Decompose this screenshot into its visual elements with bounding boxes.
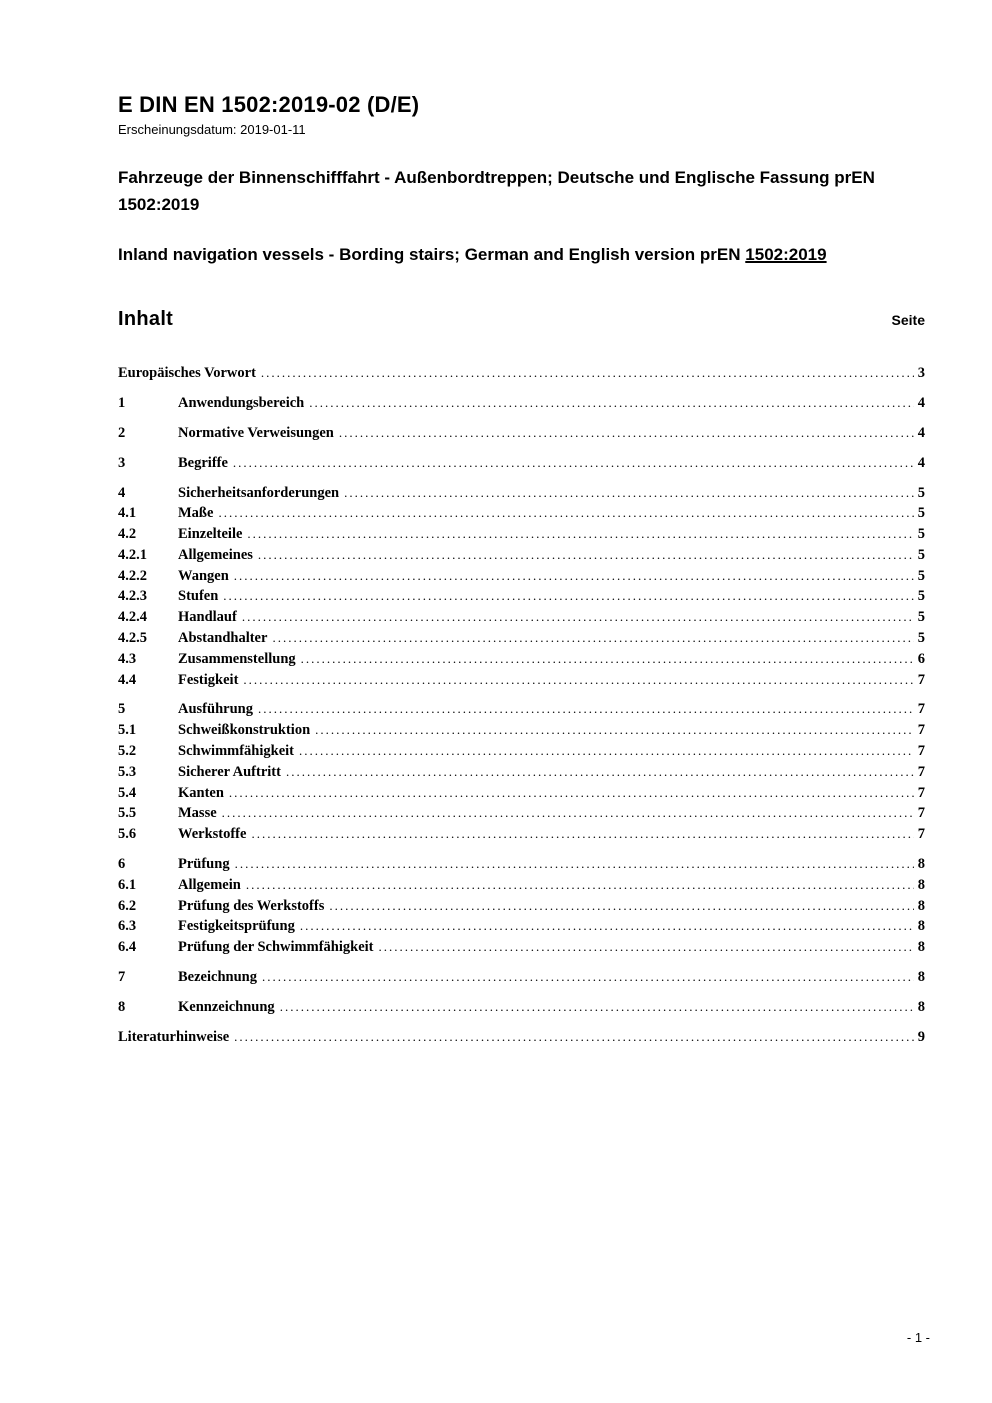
toc-entry-page: 7 — [917, 701, 925, 718]
toc-row — [118, 524, 925, 545]
toc-entry-label: Werkstoffe — [178, 826, 247, 843]
toc-row — [118, 607, 925, 628]
toc-dot-leader — [229, 783, 914, 804]
toc-entry-number: 4.2.2 — [118, 567, 147, 584]
toc-dot-leader — [222, 803, 914, 824]
toc-entry-label: Anwendungsbereich — [178, 395, 305, 412]
toc-entry-label: Literaturhinweise — [118, 1028, 230, 1045]
toc-dot-leader — [262, 967, 914, 988]
toc-entry-number: 5.2 — [118, 743, 137, 760]
toc-row — [118, 483, 925, 504]
toc-entry-label: Schwimmfähigkeit — [178, 743, 294, 760]
toc-dot-leader — [234, 566, 914, 587]
toc-entry-page: 4 — [917, 424, 925, 441]
toc-entry-label: Festigkeitsprüfung — [178, 918, 295, 935]
toc-entry-label: Festigkeit — [178, 671, 239, 688]
toc-entry-page: 7 — [917, 763, 925, 780]
toc-entry-label: Sicherheitsanforderungen — [178, 484, 340, 501]
toc-entry-label: Kanten — [178, 784, 224, 801]
toc-row — [118, 854, 925, 875]
toc-dot-leader — [339, 423, 914, 444]
toc-entry-number: 6.3 — [118, 918, 137, 935]
toc-row — [118, 453, 925, 474]
toc-entry-page: 7 — [917, 784, 925, 801]
toc-dot-leader — [242, 607, 914, 628]
toc-entry-page: 5 — [917, 567, 925, 584]
toc-header — [118, 308, 925, 331]
toc-dot-leader — [218, 503, 913, 524]
toc-entry-number: 4.3 — [118, 650, 137, 667]
toc-dot-leader — [233, 453, 914, 474]
toc-entry-page: 8 — [917, 876, 925, 893]
toc-entry-label: Kennzeichnung — [178, 998, 275, 1015]
toc-list — [118, 363, 925, 1047]
toc-page-column-label: Seite — [891, 312, 925, 329]
toc-dot-leader — [261, 363, 914, 384]
toc-row — [118, 875, 925, 896]
toc-dot-leader — [246, 875, 914, 896]
toc-row — [118, 937, 925, 958]
toc-entry-page: 7 — [917, 826, 925, 843]
toc-entry-label: Maße — [178, 505, 214, 522]
german-title-text: Fahrzeuge der Binnenschifffahrt - Außenbordtreppen; Deutsche und Englische Fassung prEN 1502:2019 — [118, 168, 875, 214]
toc-entry-page: 5 — [917, 484, 925, 501]
page-footer — [907, 1330, 930, 1345]
toc-entry-page: 5 — [917, 609, 925, 626]
toc-entry-number: 4 — [118, 484, 126, 501]
toc-row — [118, 393, 925, 414]
toc-entry-number: 5 — [118, 701, 126, 718]
toc-entry-page: 7 — [917, 805, 925, 822]
toc-entry-page: 8 — [917, 939, 925, 956]
toc-row — [118, 762, 925, 783]
toc-row — [118, 916, 925, 937]
toc-row — [118, 503, 925, 524]
toc-entry-label: Prüfung der Schwimmfähigkeit — [178, 939, 374, 956]
toc-dot-leader — [272, 628, 913, 649]
toc-entry-page: 9 — [917, 1028, 925, 1045]
toc-entry-page: 6 — [917, 650, 925, 667]
toc-row — [118, 363, 925, 384]
toc-entry-label: Sicherer Auftritt — [178, 763, 281, 780]
toc-entry-page: 8 — [917, 969, 925, 986]
page-number: - 1 - — [906, 1330, 930, 1345]
toc-entry-page: 8 — [917, 998, 925, 1015]
toc-entry-label: Stufen — [178, 588, 219, 605]
toc-row — [118, 824, 925, 845]
toc-row — [118, 1027, 925, 1048]
toc-entry-number: 1 — [118, 395, 126, 412]
toc-entry-page: 5 — [917, 588, 925, 605]
toc-entry-number: 4.4 — [118, 671, 137, 688]
doc-number-title: E DIN EN 1502:2019-02 (D/E) — [118, 92, 420, 117]
toc-dot-leader — [258, 545, 914, 566]
toc-entry-page: 4 — [917, 395, 925, 412]
toc-row — [118, 628, 925, 649]
toc-entry-number: 6.4 — [118, 939, 137, 956]
toc-entry-number: 5.6 — [118, 826, 137, 843]
toc-entry-label: Allgemein — [178, 876, 241, 893]
toc-row — [118, 566, 925, 587]
toc-entry-label: Abstandhalter — [178, 630, 268, 647]
toc-entry-label: Normative Verweisungen — [178, 424, 334, 441]
toc-row — [118, 896, 925, 917]
toc-entry-label: Europäisches Vorwort — [118, 365, 256, 382]
toc-entry-label: Begriffe — [178, 454, 228, 471]
toc-dot-leader — [235, 854, 914, 875]
toc-entry-label: Einzelteile — [178, 526, 243, 543]
document-title-german — [118, 165, 908, 218]
toc-dot-leader — [344, 483, 914, 504]
toc-entry-page: 5 — [917, 505, 925, 522]
toc-entry-label: Prüfung — [178, 856, 230, 873]
toc-row — [118, 997, 925, 1018]
toc-row — [118, 670, 925, 691]
toc-row — [118, 741, 925, 762]
toc-entry-page: 4 — [917, 454, 925, 471]
toc-entry-number: 3 — [118, 454, 126, 471]
toc-dot-leader — [300, 916, 914, 937]
toc-dot-leader — [315, 720, 914, 741]
toc-entry-number: 4.2.4 — [118, 609, 147, 626]
toc-entry-page: 8 — [917, 856, 925, 873]
toc-entry-page: 5 — [917, 546, 925, 563]
toc-entry-number: 6.1 — [118, 876, 137, 893]
toc-entry-page: 5 — [917, 630, 925, 647]
toc-dot-leader — [247, 524, 913, 545]
toc-row — [118, 720, 925, 741]
toc-entry-page: 8 — [917, 897, 925, 914]
toc-heading: Inhalt — [118, 308, 174, 331]
toc-dot-leader — [280, 997, 914, 1018]
toc-row — [118, 545, 925, 566]
toc-entry-number: 8 — [118, 998, 126, 1015]
toc-dot-leader — [286, 762, 914, 783]
toc-entry-number: 6 — [118, 856, 126, 873]
toc-entry-label: Masse — [178, 805, 217, 822]
toc-entry-number: 5.3 — [118, 763, 137, 780]
toc-entry-number: 4.2.3 — [118, 588, 147, 605]
toc-entry-label: Schweißkonstruktion — [178, 722, 311, 739]
toc-entry-page: 8 — [917, 918, 925, 935]
english-title-text: Inland navigation vessels - Bording stairs; German and English version prEN — [118, 244, 741, 264]
toc-dot-leader — [223, 586, 913, 607]
toc-entry-label: Bezeichnung — [178, 969, 257, 986]
toc-dot-leader — [258, 699, 914, 720]
toc-entry-label: Allgemeines — [178, 546, 253, 563]
toc-entry-number: 2 — [118, 424, 126, 441]
toc-row — [118, 699, 925, 720]
toc-entry-label: Handlauf — [178, 609, 237, 626]
toc-entry-number: 5.1 — [118, 722, 137, 739]
toc-dot-leader — [329, 896, 913, 917]
toc-dot-leader — [309, 393, 914, 414]
toc-entry-label: Zusammenstellung — [178, 650, 296, 667]
toc-entry-number: 7 — [118, 969, 126, 986]
toc-row — [118, 649, 925, 670]
toc-row — [118, 783, 925, 804]
toc-entry-number: 5.4 — [118, 784, 137, 801]
toc-dot-leader — [299, 741, 914, 762]
toc-row — [118, 423, 925, 444]
toc-entry-page: 5 — [917, 526, 925, 543]
publication-date: Erscheinungsdatum: 2019-01-11 — [118, 122, 306, 138]
toc-entry-number: 4.2.5 — [118, 630, 147, 647]
english-title-underlined-text: 1502:2019 — [745, 244, 827, 264]
toc-entry-page: 3 — [917, 365, 925, 382]
toc-dot-leader — [301, 649, 914, 670]
toc-entry-label: Ausführung — [178, 701, 253, 718]
toc-entry-number: 4.2 — [118, 526, 137, 543]
toc-dot-leader — [251, 824, 913, 845]
toc-row — [118, 967, 925, 988]
toc-entry-number: 5.5 — [118, 805, 137, 822]
toc-entry-number: 4.1 — [118, 505, 137, 522]
document-title-english — [118, 242, 908, 268]
toc-entry-label: Wangen — [178, 567, 229, 584]
toc-entry-label: Prüfung des Werkstoffs — [178, 897, 325, 914]
toc-entry-number: 6.2 — [118, 897, 137, 914]
toc-row — [118, 803, 925, 824]
toc-dot-leader — [243, 670, 913, 691]
toc-entry-number: 4.2.1 — [118, 546, 147, 563]
toc-row — [118, 586, 925, 607]
toc-entry-page: 7 — [917, 671, 925, 688]
toc-entry-page: 7 — [917, 743, 925, 760]
toc-dot-leader — [379, 937, 914, 958]
toc-entry-page: 7 — [917, 722, 925, 739]
toc-dot-leader — [234, 1027, 914, 1048]
